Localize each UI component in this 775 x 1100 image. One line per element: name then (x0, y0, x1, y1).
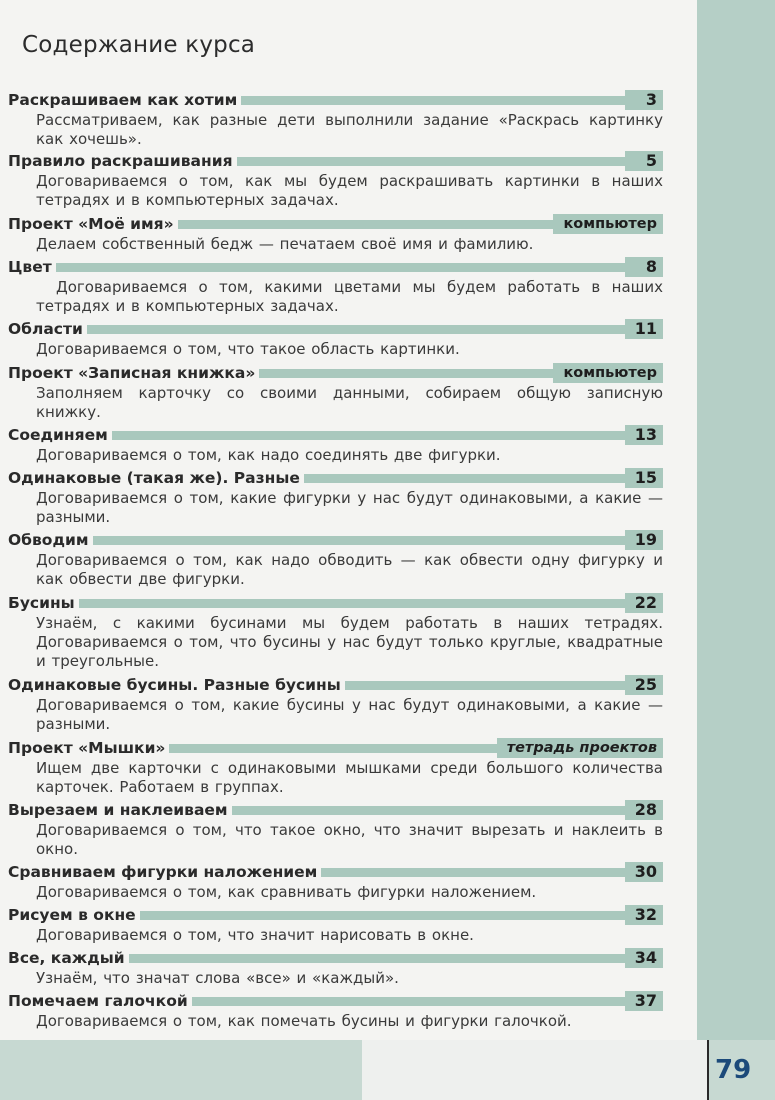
entry-title: Области (8, 320, 87, 338)
toc-entry (8, 362, 663, 422)
entry-title: Проект «Мышки» (8, 739, 169, 757)
entry-description: Договариваемся о том, что значит нарисовать в окне. (36, 926, 474, 944)
toc-entry (8, 947, 663, 988)
entry-bar (8, 263, 663, 272)
entry-description: Договариваемся о том, что такое область картинки. (36, 340, 460, 358)
entry-tag: компьютер (553, 363, 663, 383)
entry-page[interactable]: 15 (625, 468, 663, 488)
toc-entry (8, 674, 663, 734)
entry-title: Обводим (8, 531, 93, 549)
entry-title: Все, каждый (8, 949, 129, 967)
entry-description: Делаем собственный бедж — печатаем своё имя и фамилию. (36, 235, 534, 253)
entry-description: Договариваемся о том, как надо соединять две фигурки. (36, 446, 501, 464)
entry-bar (8, 599, 663, 608)
entry-bar (8, 536, 663, 545)
toc-entry (8, 256, 663, 316)
entry-description: Договариваемся о том, какие бусины у нас будут одинаковыми, а какие — разными. (36, 696, 663, 733)
entry-title: Одинаковые бусины. Разные бусины (8, 676, 345, 694)
toc-entry (8, 990, 663, 1031)
toc-entry (8, 424, 663, 465)
entry-page[interactable]: 37 (625, 991, 663, 1011)
entry-title: Соединяем (8, 426, 112, 444)
entry-page[interactable]: 22 (625, 593, 663, 613)
entry-title: Одинаковые (такая же). Разные (8, 469, 304, 487)
entry-title: Цвет (8, 258, 56, 276)
entry-title: Проект «Записная книжка» (8, 364, 259, 382)
entry-title: Бусины (8, 594, 79, 612)
entry-description: Договариваемся о том, как помечать бусины и фигурки галочкой. (36, 1012, 572, 1030)
entry-description: Договариваемся о том, как сравнивать фигурки наложением. (36, 883, 537, 901)
entry-title: Сравниваем фигурки наложением (8, 863, 321, 881)
page-title: Содержание курса (22, 32, 256, 58)
page-number: 79 (707, 1040, 775, 1100)
toc-entry (8, 318, 663, 359)
entry-description: Узнаём, что значат слова «все» и «каждый». (36, 969, 399, 987)
toc-entry (8, 861, 663, 902)
entry-page[interactable]: 13 (625, 425, 663, 445)
toc-entry (8, 529, 663, 589)
toc-entry (8, 150, 663, 210)
toc-entry (8, 799, 663, 859)
entry-description: Заполняем карточку со своими данными, собираем общую записную книжку. (36, 384, 663, 421)
entry-description: Договариваемся о том, какими цветами мы будем работать в наших тетрадях и в компьютерных задачах. (36, 278, 663, 315)
entry-bar (8, 325, 663, 334)
entry-page[interactable]: 32 (625, 905, 663, 925)
entry-description: Ищем две карточки с одинаковыми мышками среди большого количества карточек. Работаем в группах. (36, 759, 663, 796)
entry-page[interactable]: 5 (625, 151, 663, 171)
page-edge-strip (697, 0, 775, 1040)
entry-tag: тетрадь проектов (497, 738, 663, 758)
toc-entry (8, 737, 663, 797)
toc-entry (8, 213, 663, 254)
entry-title: Вырезаем и наклеиваем (8, 801, 232, 819)
entry-title: Рисуем в окне (8, 906, 140, 924)
entry-description: Договариваемся о том, что такое окно, что значит вырезать и наклеить в окно. (36, 821, 663, 858)
entry-page[interactable]: 34 (625, 948, 663, 968)
toc-entry (8, 89, 663, 149)
entry-page[interactable]: 3 (625, 90, 663, 110)
entry-page[interactable]: 28 (625, 800, 663, 820)
entry-title: Помечаем галочкой (8, 992, 192, 1010)
entry-page[interactable]: 8 (625, 257, 663, 277)
entry-page[interactable]: 30 (625, 862, 663, 882)
entry-page[interactable]: 11 (625, 319, 663, 339)
entry-tag: компьютер (553, 214, 663, 234)
entry-description: Рассматриваем, как разные дети выполнили задание «Раскрась картинку как хочешь». (36, 111, 663, 148)
entry-title: Раскрашиваем как хотим (8, 91, 241, 109)
entry-page[interactable]: 25 (625, 675, 663, 695)
entry-title: Проект «Моё имя» (8, 215, 178, 233)
bottom-light-area (362, 1040, 707, 1100)
entry-description: Узнаём, с какими бусинами мы будем работать в наших тетрадях. Договариваемся о том, что бусины у нас будут только круглые, квадратные и треугольные. (36, 614, 663, 670)
toc-entry (8, 592, 663, 671)
entry-description: Договариваемся о том, как мы будем раскрашивать картинки в наших тетрадях и в компьютерных задачах. (36, 172, 663, 209)
toc-entry (8, 467, 663, 527)
entry-title: Правило раскрашивания (8, 152, 237, 170)
entry-page[interactable]: 19 (625, 530, 663, 550)
entry-description: Договариваемся о том, как надо обводить — как обвести одну фигурку и как обвести две фигурки. (36, 551, 663, 588)
toc-entry (8, 904, 663, 945)
entry-description: Договариваемся о том, какие фигурки у нас будут одинаковыми, а какие — разными. (36, 489, 663, 526)
